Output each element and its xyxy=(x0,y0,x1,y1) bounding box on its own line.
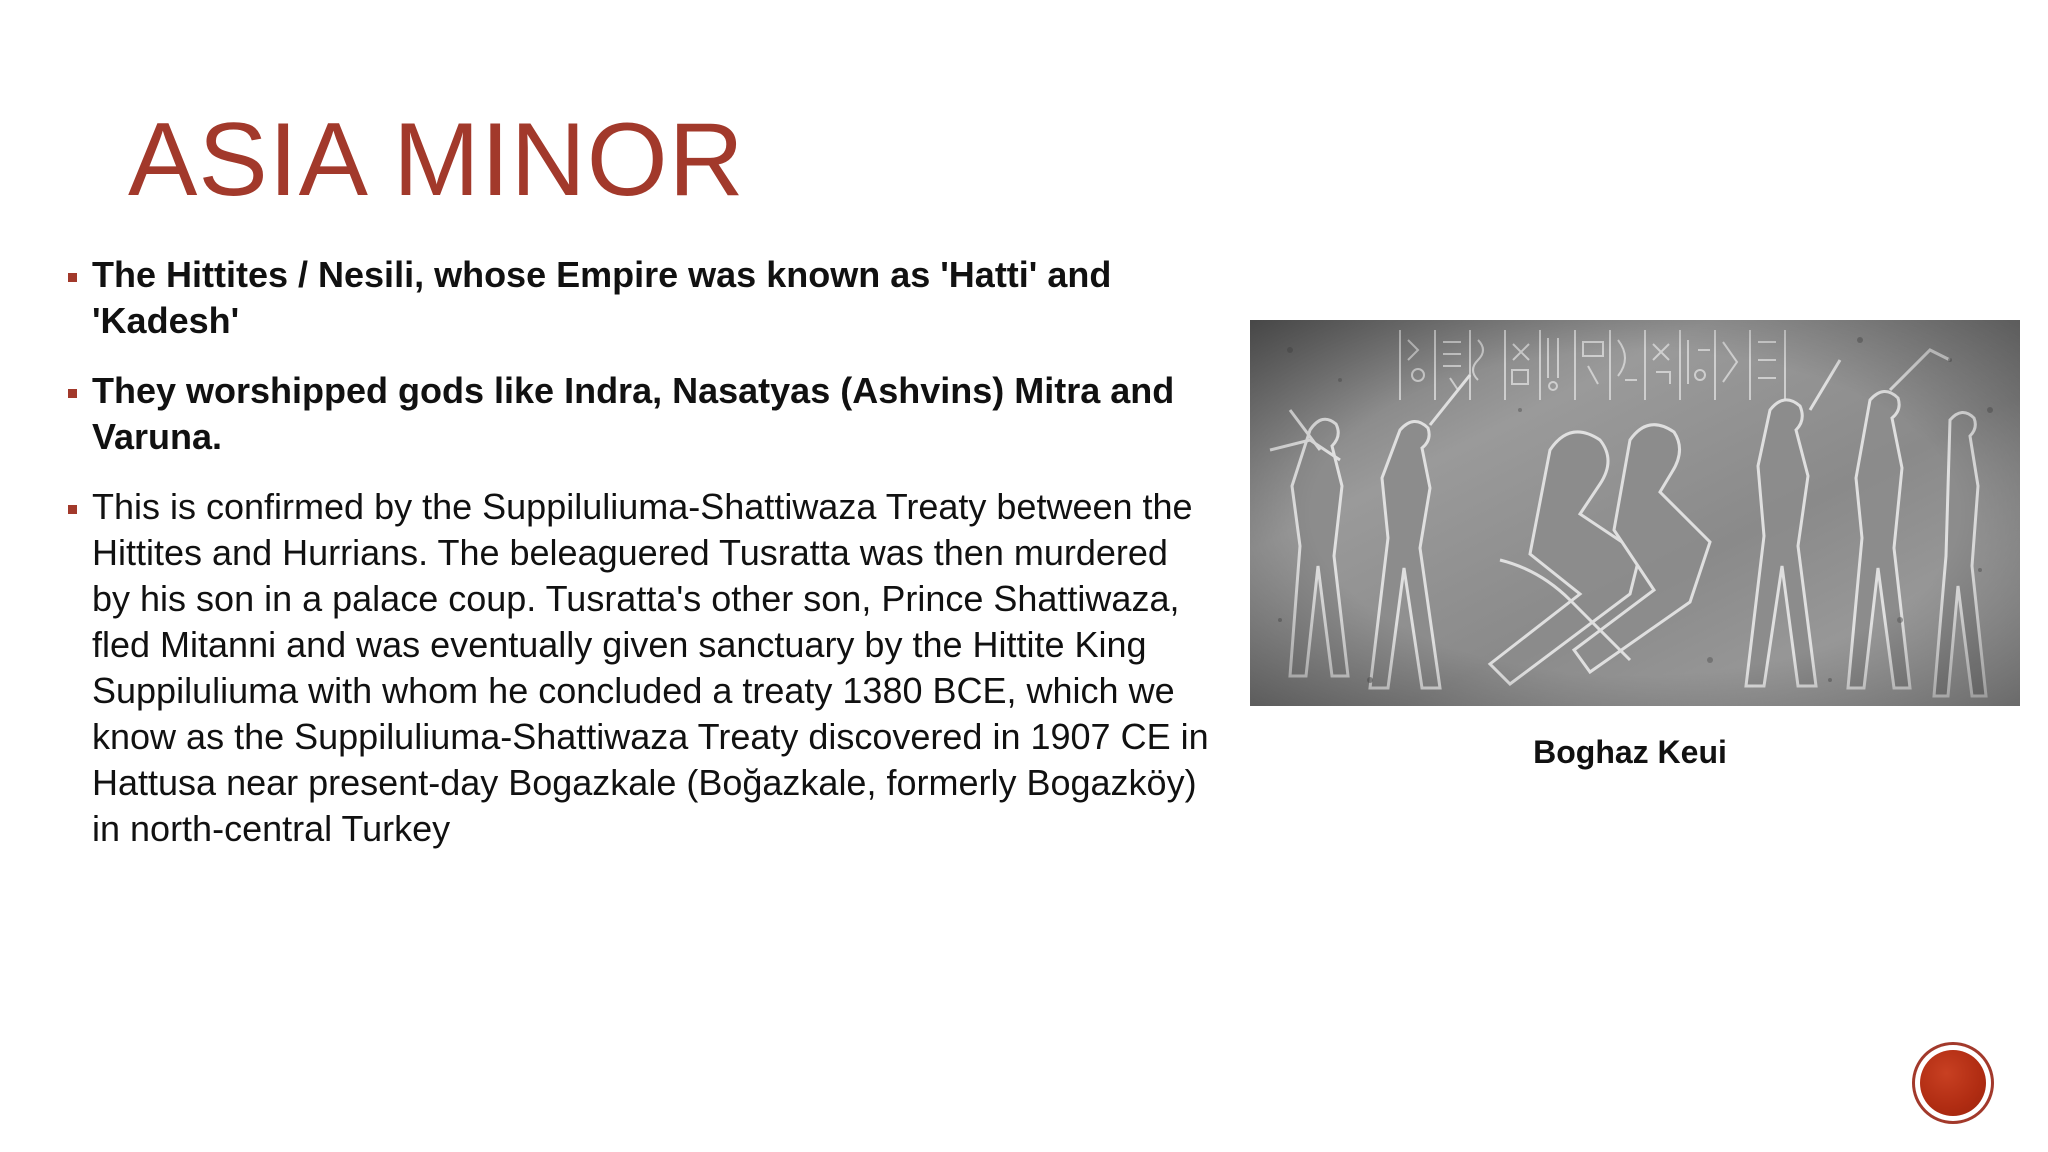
image-caption: Boghaz Keui xyxy=(1533,734,1727,770)
relief-image xyxy=(1250,320,2020,706)
bullet-marker xyxy=(68,389,77,398)
bullet-text: The Hittites / Nesili, whose Empire was known as 'Hatti' and 'Kadesh' xyxy=(92,254,1112,341)
bullet-item xyxy=(64,252,1214,344)
bullet-item xyxy=(64,368,1214,460)
bullet-text: They worshipped gods like Indra, Nasatyas (Ashvins) Mitra and Varuna. xyxy=(92,370,1175,457)
next-slide-button[interactable] xyxy=(1915,1045,1991,1121)
slide-title: ASIA MINOR xyxy=(128,102,745,218)
bullet-marker xyxy=(68,273,77,282)
bullet-text: This is confirmed by the Suppiluliuma-Shattiwaza Treaty between the Hittites and Hurrians. The beleaguered Tusratta was then murdered by his son in a palace coup. Tusratta's other son, Prince Shattiwaza, fled Mitanni and was eventually given sanctuary by the Hittite King Suppiluliuma with whom he concluded a treaty 1380 BCE, which we know as the Suppiluliuma-Shattiwaza Treaty discovered in 1907 CE in Hattusa near present-day Bogazkale (Boğazkale, formerly Bogazköy) in north-central Turkey xyxy=(92,486,1209,849)
bullet-marker xyxy=(68,505,77,514)
bullet-list xyxy=(64,252,1214,876)
bullet-item xyxy=(64,484,1214,852)
nav-button-icon xyxy=(1920,1050,1986,1116)
stone-relief-illustration xyxy=(1250,320,2020,706)
